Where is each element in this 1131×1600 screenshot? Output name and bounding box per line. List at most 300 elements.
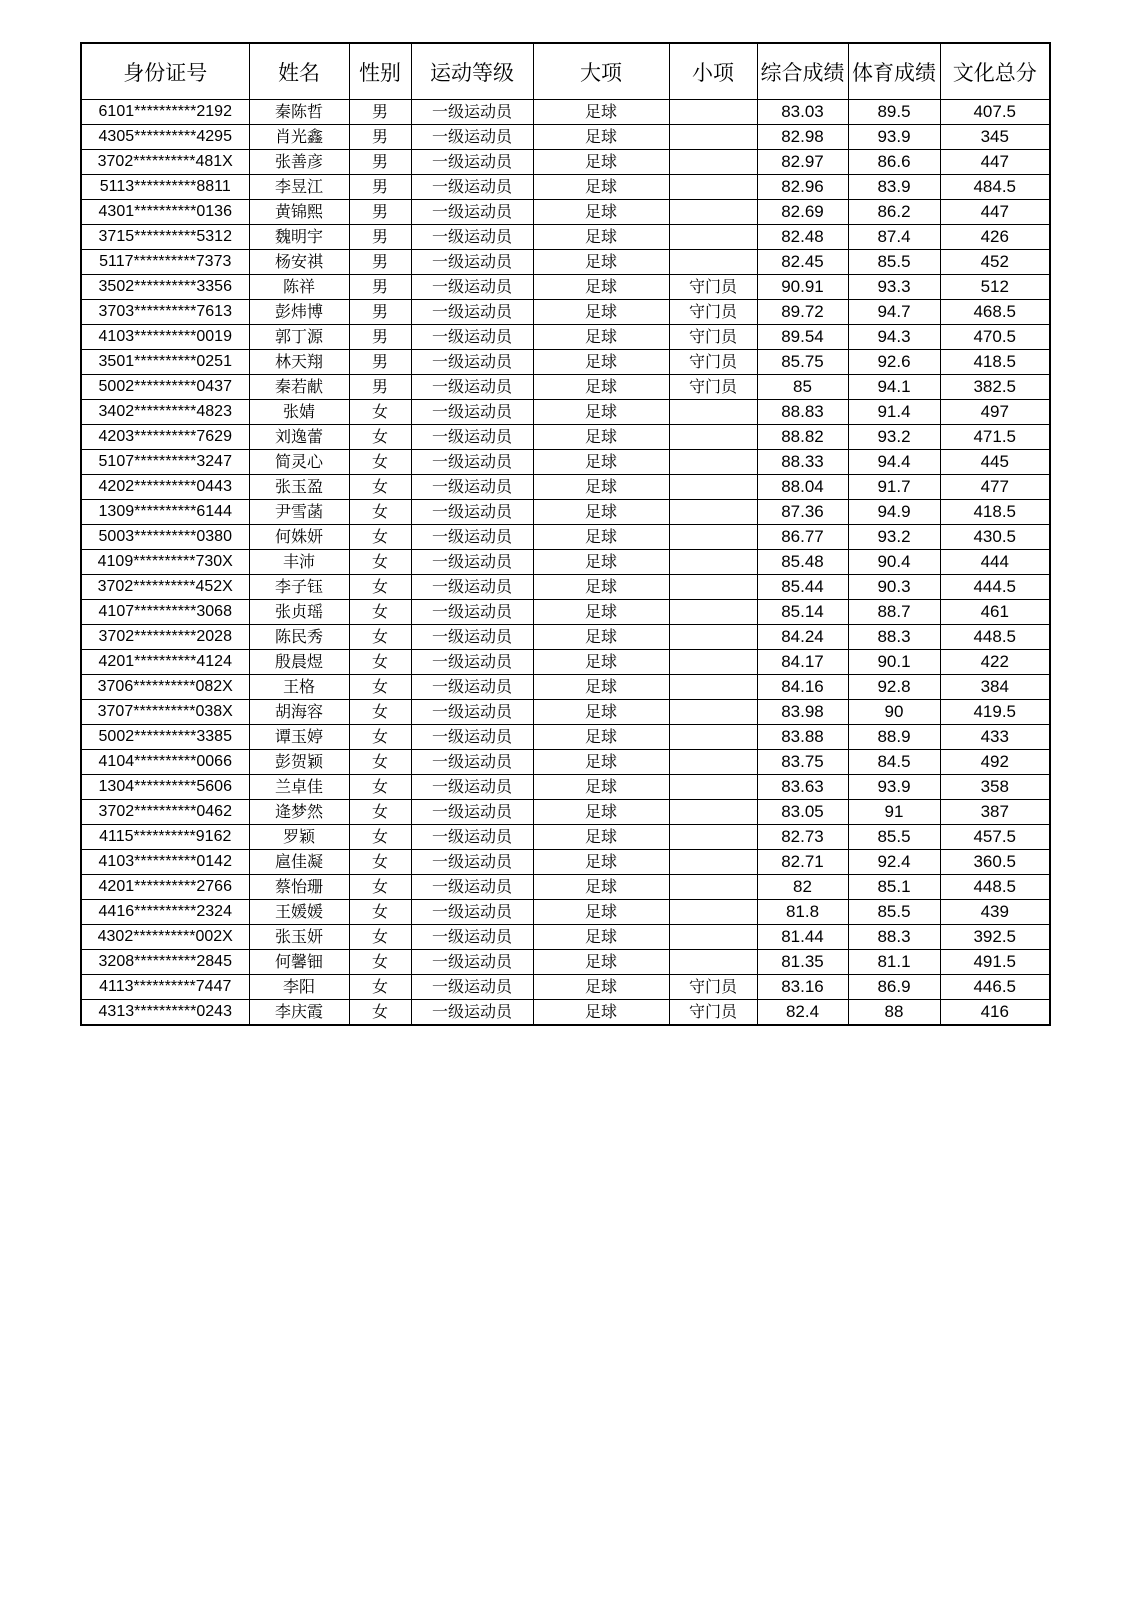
table-row	[81, 175, 1050, 200]
sport-level-cell: 一级运动员	[411, 575, 533, 600]
minor-event-cell	[669, 875, 757, 900]
id-number-cell: 3715**********5312	[81, 225, 249, 250]
minor-event-cell	[669, 100, 757, 125]
gender-cell: 男	[349, 100, 411, 125]
composite-score-cell: 85.48	[757, 550, 848, 575]
sports-score-cell: 88.3	[848, 625, 940, 650]
name-cell: 李阳	[249, 975, 349, 1000]
culture-total-cell: 491.5	[940, 950, 1050, 975]
minor-event-cell: 守门员	[669, 1000, 757, 1026]
sports-score-cell: 85.5	[848, 250, 940, 275]
major-event-cell: 足球	[533, 825, 669, 850]
culture-total-cell: 418.5	[940, 500, 1050, 525]
name-cell: 陈民秀	[249, 625, 349, 650]
id-number-cell: 4305**********4295	[81, 125, 249, 150]
composite-score-cell: 83.03	[757, 100, 848, 125]
name-cell: 张玉妍	[249, 925, 349, 950]
sport-level-cell: 一级运动员	[411, 975, 533, 1000]
composite-score-cell: 82.98	[757, 125, 848, 150]
culture-total-cell: 471.5	[940, 425, 1050, 450]
name-cell: 何馨钿	[249, 950, 349, 975]
table-row	[81, 350, 1050, 375]
name-cell: 黄锦熙	[249, 200, 349, 225]
sports-score-cell: 94.9	[848, 500, 940, 525]
culture-total-cell: 430.5	[940, 525, 1050, 550]
sport-level-cell: 一级运动员	[411, 175, 533, 200]
id-number-cell: 3208**********2845	[81, 950, 249, 975]
table-row	[81, 475, 1050, 500]
major-event-cell: 足球	[533, 425, 669, 450]
minor-event-cell: 守门员	[669, 375, 757, 400]
gender-cell: 女	[349, 825, 411, 850]
name-cell: 李昱江	[249, 175, 349, 200]
minor-event-cell	[669, 900, 757, 925]
major-event-cell: 足球	[533, 800, 669, 825]
gender-cell: 男	[349, 250, 411, 275]
composite-score-cell: 85.14	[757, 600, 848, 625]
major-event-cell: 足球	[533, 500, 669, 525]
header-sport-level: 运动等级	[411, 43, 533, 100]
name-cell: 殷晨煜	[249, 650, 349, 675]
table-row	[81, 625, 1050, 650]
gender-cell: 女	[349, 425, 411, 450]
major-event-cell: 足球	[533, 600, 669, 625]
id-number-cell: 4109**********730X	[81, 550, 249, 575]
table-row	[81, 900, 1050, 925]
composite-score-cell: 82.4	[757, 1000, 848, 1026]
sports-score-cell: 85.1	[848, 875, 940, 900]
name-cell: 魏明宇	[249, 225, 349, 250]
sport-level-cell: 一级运动员	[411, 850, 533, 875]
id-number-cell: 1309**********6144	[81, 500, 249, 525]
sports-score-cell: 91.7	[848, 475, 940, 500]
minor-event-cell: 守门员	[669, 300, 757, 325]
major-event-cell: 足球	[533, 400, 669, 425]
major-event-cell: 足球	[533, 300, 669, 325]
table-row	[81, 825, 1050, 850]
id-number-cell: 4113**********7447	[81, 975, 249, 1000]
minor-event-cell	[669, 850, 757, 875]
header-major-event: 大项	[533, 43, 669, 100]
culture-total-cell: 426	[940, 225, 1050, 250]
name-cell: 陈祥	[249, 275, 349, 300]
sport-level-cell: 一级运动员	[411, 150, 533, 175]
sport-level-cell: 一级运动员	[411, 900, 533, 925]
name-cell: 张婧	[249, 400, 349, 425]
id-number-cell: 3702**********2028	[81, 625, 249, 650]
gender-cell: 女	[349, 450, 411, 475]
gender-cell: 女	[349, 475, 411, 500]
composite-score-cell: 85.44	[757, 575, 848, 600]
major-event-cell: 足球	[533, 525, 669, 550]
table-row	[81, 300, 1050, 325]
gender-cell: 男	[349, 350, 411, 375]
sport-level-cell: 一级运动员	[411, 950, 533, 975]
major-event-cell: 足球	[533, 250, 669, 275]
composite-score-cell: 82.73	[757, 825, 848, 850]
sports-score-cell: 85.5	[848, 825, 940, 850]
culture-total-cell: 468.5	[940, 300, 1050, 325]
table-row	[81, 375, 1050, 400]
table-row	[81, 550, 1050, 575]
minor-event-cell	[669, 650, 757, 675]
id-number-cell: 3402**********4823	[81, 400, 249, 425]
header-id-number: 身份证号	[81, 43, 249, 100]
gender-cell: 女	[349, 675, 411, 700]
major-event-cell: 足球	[533, 200, 669, 225]
culture-total-cell: 457.5	[940, 825, 1050, 850]
major-event-cell: 足球	[533, 575, 669, 600]
composite-score-cell: 82.48	[757, 225, 848, 250]
table-row	[81, 925, 1050, 950]
minor-event-cell	[669, 125, 757, 150]
minor-event-cell	[669, 150, 757, 175]
composite-score-cell: 90.91	[757, 275, 848, 300]
minor-event-cell	[669, 475, 757, 500]
sport-level-cell: 一级运动员	[411, 200, 533, 225]
name-cell: 李庆霞	[249, 1000, 349, 1026]
gender-cell: 男	[349, 150, 411, 175]
sport-level-cell: 一级运动员	[411, 375, 533, 400]
id-number-cell: 4103**********0142	[81, 850, 249, 875]
culture-total-cell: 360.5	[940, 850, 1050, 875]
major-event-cell: 足球	[533, 975, 669, 1000]
composite-score-cell: 87.36	[757, 500, 848, 525]
composite-score-cell: 83.88	[757, 725, 848, 750]
id-number-cell: 4203**********7629	[81, 425, 249, 450]
score-sheet	[80, 42, 1049, 1026]
table-row	[81, 975, 1050, 1000]
sport-level-cell: 一级运动员	[411, 275, 533, 300]
id-number-cell: 5003**********0380	[81, 525, 249, 550]
sport-level-cell: 一级运动员	[411, 250, 533, 275]
sport-level-cell: 一级运动员	[411, 300, 533, 325]
sports-score-cell: 94.1	[848, 375, 940, 400]
name-cell: 张善彦	[249, 150, 349, 175]
major-event-cell: 足球	[533, 625, 669, 650]
sport-level-cell: 一级运动员	[411, 550, 533, 575]
name-cell: 兰卓佳	[249, 775, 349, 800]
gender-cell: 男	[349, 375, 411, 400]
table-header-row	[81, 43, 1050, 100]
name-cell: 秦陈哲	[249, 100, 349, 125]
culture-total-cell: 448.5	[940, 625, 1050, 650]
id-number-cell: 1304**********5606	[81, 775, 249, 800]
gender-cell: 女	[349, 600, 411, 625]
sport-level-cell: 一级运动员	[411, 100, 533, 125]
name-cell: 郭丁源	[249, 325, 349, 350]
minor-event-cell	[669, 625, 757, 650]
gender-cell: 女	[349, 925, 411, 950]
table-row	[81, 725, 1050, 750]
sport-level-cell: 一级运动员	[411, 600, 533, 625]
id-number-cell: 4201**********4124	[81, 650, 249, 675]
culture-total-cell: 439	[940, 900, 1050, 925]
minor-event-cell	[669, 525, 757, 550]
composite-score-cell: 83.05	[757, 800, 848, 825]
table-row	[81, 775, 1050, 800]
composite-score-cell: 84.24	[757, 625, 848, 650]
athlete-score-table	[80, 42, 1051, 1026]
sports-score-cell: 86.6	[848, 150, 940, 175]
id-number-cell: 3707**********038X	[81, 700, 249, 725]
name-cell: 逄梦然	[249, 800, 349, 825]
culture-total-cell: 446.5	[940, 975, 1050, 1000]
culture-total-cell: 444	[940, 550, 1050, 575]
name-cell: 扈佳凝	[249, 850, 349, 875]
sports-score-cell: 91.4	[848, 400, 940, 425]
sports-score-cell: 90.1	[848, 650, 940, 675]
major-event-cell: 足球	[533, 350, 669, 375]
id-number-cell: 4107**********3068	[81, 600, 249, 625]
sports-score-cell: 88.9	[848, 725, 940, 750]
sport-level-cell: 一级运动员	[411, 325, 533, 350]
major-event-cell: 足球	[533, 850, 669, 875]
sport-level-cell: 一级运动员	[411, 400, 533, 425]
gender-cell: 女	[349, 400, 411, 425]
minor-event-cell	[669, 825, 757, 850]
composite-score-cell: 88.04	[757, 475, 848, 500]
gender-cell: 男	[349, 275, 411, 300]
name-cell: 张贞瑶	[249, 600, 349, 625]
sport-level-cell: 一级运动员	[411, 675, 533, 700]
table-row	[81, 400, 1050, 425]
sports-score-cell: 90.3	[848, 575, 940, 600]
major-event-cell: 足球	[533, 675, 669, 700]
sports-score-cell: 92.8	[848, 675, 940, 700]
composite-score-cell: 89.54	[757, 325, 848, 350]
id-number-cell: 4115**********9162	[81, 825, 249, 850]
id-number-cell: 4313**********0243	[81, 1000, 249, 1026]
header-name: 姓名	[249, 43, 349, 100]
major-event-cell: 足球	[533, 775, 669, 800]
major-event-cell: 足球	[533, 750, 669, 775]
gender-cell: 女	[349, 650, 411, 675]
name-cell: 刘逸蕾	[249, 425, 349, 450]
minor-event-cell	[669, 700, 757, 725]
sports-score-cell: 90.4	[848, 550, 940, 575]
sports-score-cell: 93.2	[848, 525, 940, 550]
sports-score-cell: 94.7	[848, 300, 940, 325]
table-row	[81, 450, 1050, 475]
sport-level-cell: 一级运动员	[411, 525, 533, 550]
sport-level-cell: 一级运动员	[411, 775, 533, 800]
table-row	[81, 650, 1050, 675]
sports-score-cell: 88.3	[848, 925, 940, 950]
composite-score-cell: 88.82	[757, 425, 848, 450]
culture-total-cell: 452	[940, 250, 1050, 275]
composite-score-cell: 81.44	[757, 925, 848, 950]
culture-total-cell: 492	[940, 750, 1050, 775]
culture-total-cell: 447	[940, 150, 1050, 175]
gender-cell: 女	[349, 700, 411, 725]
table-row	[81, 225, 1050, 250]
name-cell: 简灵心	[249, 450, 349, 475]
culture-total-cell: 416	[940, 1000, 1050, 1026]
sport-level-cell: 一级运动员	[411, 425, 533, 450]
minor-event-cell	[669, 250, 757, 275]
sports-score-cell: 93.2	[848, 425, 940, 450]
id-number-cell: 4302**********002X	[81, 925, 249, 950]
name-cell: 何姝妍	[249, 525, 349, 550]
gender-cell: 女	[349, 725, 411, 750]
composite-score-cell: 81.8	[757, 900, 848, 925]
culture-total-cell: 497	[940, 400, 1050, 425]
sports-score-cell: 84.5	[848, 750, 940, 775]
table-row	[81, 100, 1050, 125]
id-number-cell: 4103**********0019	[81, 325, 249, 350]
header-composite-score: 综合成绩	[757, 43, 848, 100]
major-event-cell: 足球	[533, 900, 669, 925]
culture-total-cell: 387	[940, 800, 1050, 825]
name-cell: 彭炜博	[249, 300, 349, 325]
culture-total-cell: 392.5	[940, 925, 1050, 950]
name-cell: 王格	[249, 675, 349, 700]
table-row	[81, 700, 1050, 725]
minor-event-cell	[669, 225, 757, 250]
culture-total-cell: 407.5	[940, 100, 1050, 125]
major-event-cell: 足球	[533, 475, 669, 500]
name-cell: 丰沛	[249, 550, 349, 575]
gender-cell: 男	[349, 325, 411, 350]
composite-score-cell: 82.69	[757, 200, 848, 225]
composite-score-cell: 89.72	[757, 300, 848, 325]
minor-event-cell: 守门员	[669, 975, 757, 1000]
major-event-cell: 足球	[533, 700, 669, 725]
table-row	[81, 1000, 1050, 1026]
minor-event-cell	[669, 950, 757, 975]
minor-event-cell	[669, 500, 757, 525]
gender-cell: 女	[349, 800, 411, 825]
table-row	[81, 425, 1050, 450]
id-number-cell: 4201**********2766	[81, 875, 249, 900]
composite-score-cell: 83.63	[757, 775, 848, 800]
gender-cell: 女	[349, 575, 411, 600]
id-number-cell: 3702**********0462	[81, 800, 249, 825]
name-cell: 胡海容	[249, 700, 349, 725]
culture-total-cell: 470.5	[940, 325, 1050, 350]
minor-event-cell	[669, 400, 757, 425]
minor-event-cell	[669, 600, 757, 625]
minor-event-cell	[669, 800, 757, 825]
sport-level-cell: 一级运动员	[411, 500, 533, 525]
id-number-cell: 4301**********0136	[81, 200, 249, 225]
gender-cell: 女	[349, 1000, 411, 1026]
composite-score-cell: 82.96	[757, 175, 848, 200]
id-number-cell: 3502**********3356	[81, 275, 249, 300]
table-row	[81, 200, 1050, 225]
composite-score-cell: 83.16	[757, 975, 848, 1000]
sport-level-cell: 一级运动员	[411, 1000, 533, 1026]
table-row	[81, 500, 1050, 525]
composite-score-cell: 83.98	[757, 700, 848, 725]
culture-total-cell: 422	[940, 650, 1050, 675]
gender-cell: 女	[349, 975, 411, 1000]
culture-total-cell: 384	[940, 675, 1050, 700]
culture-total-cell: 358	[940, 775, 1050, 800]
culture-total-cell: 345	[940, 125, 1050, 150]
table-body	[81, 100, 1050, 1026]
sport-level-cell: 一级运动员	[411, 825, 533, 850]
culture-total-cell: 444.5	[940, 575, 1050, 600]
gender-cell: 女	[349, 625, 411, 650]
sport-level-cell: 一级运动员	[411, 625, 533, 650]
table-row	[81, 275, 1050, 300]
name-cell: 秦若献	[249, 375, 349, 400]
gender-cell: 男	[349, 125, 411, 150]
composite-score-cell: 84.17	[757, 650, 848, 675]
sports-score-cell: 87.4	[848, 225, 940, 250]
header-minor-event: 小项	[669, 43, 757, 100]
name-cell: 李子钰	[249, 575, 349, 600]
sports-score-cell: 92.4	[848, 850, 940, 875]
id-number-cell: 4104**********0066	[81, 750, 249, 775]
culture-total-cell: 461	[940, 600, 1050, 625]
gender-cell: 男	[349, 225, 411, 250]
gender-cell: 女	[349, 500, 411, 525]
id-number-cell: 5117**********7373	[81, 250, 249, 275]
sports-score-cell: 93.9	[848, 775, 940, 800]
minor-event-cell	[669, 775, 757, 800]
table-row	[81, 950, 1050, 975]
id-number-cell: 5113**********8811	[81, 175, 249, 200]
name-cell: 蔡怡珊	[249, 875, 349, 900]
table-row	[81, 125, 1050, 150]
gender-cell: 女	[349, 875, 411, 900]
id-number-cell: 3702**********452X	[81, 575, 249, 600]
sports-score-cell: 83.9	[848, 175, 940, 200]
major-event-cell: 足球	[533, 725, 669, 750]
name-cell: 彭贺颖	[249, 750, 349, 775]
id-number-cell: 3703**********7613	[81, 300, 249, 325]
sports-score-cell: 92.6	[848, 350, 940, 375]
name-cell: 谭玉婷	[249, 725, 349, 750]
name-cell: 林天翔	[249, 350, 349, 375]
major-event-cell: 足球	[533, 550, 669, 575]
name-cell: 张玉盈	[249, 475, 349, 500]
major-event-cell: 足球	[533, 225, 669, 250]
culture-total-cell: 447	[940, 200, 1050, 225]
table-row	[81, 850, 1050, 875]
sport-level-cell: 一级运动员	[411, 700, 533, 725]
table-row	[81, 750, 1050, 775]
major-event-cell: 足球	[533, 925, 669, 950]
minor-event-cell: 守门员	[669, 325, 757, 350]
sports-score-cell: 94.3	[848, 325, 940, 350]
major-event-cell: 足球	[533, 275, 669, 300]
id-number-cell: 3501**********0251	[81, 350, 249, 375]
sport-level-cell: 一级运动员	[411, 750, 533, 775]
name-cell: 尹雪菡	[249, 500, 349, 525]
id-number-cell: 4202**********0443	[81, 475, 249, 500]
sport-level-cell: 一级运动员	[411, 875, 533, 900]
sport-level-cell: 一级运动员	[411, 225, 533, 250]
gender-cell: 女	[349, 900, 411, 925]
composite-score-cell: 82.97	[757, 150, 848, 175]
composite-score-cell: 88.33	[757, 450, 848, 475]
table-row	[81, 150, 1050, 175]
major-event-cell: 足球	[533, 450, 669, 475]
id-number-cell: 4416**********2324	[81, 900, 249, 925]
gender-cell: 女	[349, 550, 411, 575]
culture-total-cell: 448.5	[940, 875, 1050, 900]
minor-event-cell	[669, 675, 757, 700]
table-row	[81, 600, 1050, 625]
major-event-cell: 足球	[533, 950, 669, 975]
sport-level-cell: 一级运动员	[411, 800, 533, 825]
sport-level-cell: 一级运动员	[411, 925, 533, 950]
header-gender: 性别	[349, 43, 411, 100]
